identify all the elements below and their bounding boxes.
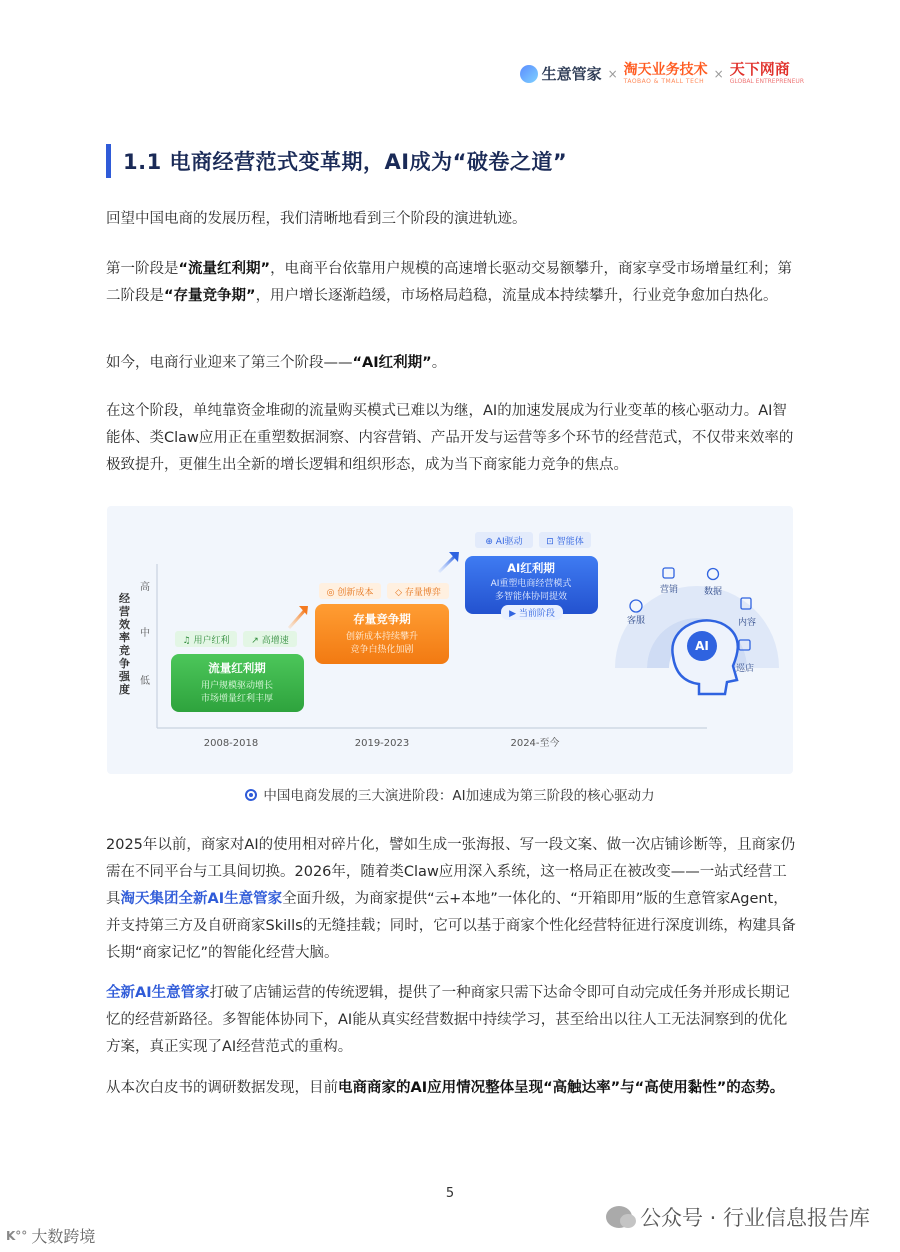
caption-radio-icon — [245, 789, 257, 801]
paragraph-7 — [106, 1075, 796, 1102]
p6-highlight-product: 全新AI生意管家 — [106, 985, 210, 1001]
stage-1-tags — [175, 631, 297, 647]
p5-highlight-product: 淘天集团全新AI生意管家 — [120, 891, 283, 907]
logo3-text: 天下网商 — [729, 60, 790, 78]
watermark-right-text: 公众号 · 行业信息报告库 — [639, 1206, 870, 1230]
p2-text-c: ，电商平台依靠用户规模的高速增长驱动交易额攀升，商家享受市场增量红利；第二阶段是 — [106, 261, 793, 304]
p5-text-a: 2025年以前，商家对AI的使用相对碎片化，譬如生成一张海报、写一段文案、做一次店铺诊断等，且商家仍需在不同平台与工具间切换。2026年，随着类Claw应用深入系统，这一格局正在被改变——一站式经营工具 — [106, 837, 796, 907]
figure-caption — [0, 784, 900, 804]
stage-1-card — [171, 654, 304, 712]
x-tick-2: 2019-2023 — [354, 738, 410, 749]
wechat-icon — [606, 1206, 632, 1228]
stage-2-line2: 竞争白热化加剧 — [350, 645, 414, 655]
stage-3-line2: 多智能体协同提效 — [494, 592, 568, 602]
logo2-en-text: TAOBAO & TMALL TECH — [623, 77, 705, 85]
marketing-icon — [663, 568, 674, 578]
stage-3-line1: AI重塑电商经营模式 — [490, 579, 572, 589]
service-icon — [630, 600, 642, 612]
stage-2-line1: 创新成本持续攀升 — [345, 632, 419, 642]
title-accent-bar — [106, 144, 111, 178]
page-number: 5 — [445, 1186, 455, 1201]
p2-bold-stage2: “存量竞争期” — [164, 288, 256, 304]
x-tick-1: 2008-2018 — [203, 738, 259, 749]
hub-item-marketing: 营销 — [659, 585, 679, 595]
header-logos — [520, 62, 804, 85]
watermark-right — [606, 1202, 870, 1232]
stage-2-tags — [319, 583, 449, 599]
p2-text-a: 第一阶段是 — [106, 261, 179, 277]
section-title-text: 1.1 电商经营范式变革期，AI成为“破卷之道” — [123, 150, 568, 174]
p7-bold-finding: 电商商家的AI应用情况整体呈现“高触达率”与“高使用黏性” — [338, 1080, 727, 1096]
x-tick-3: 2024-至今 — [510, 738, 560, 749]
paragraph-3 — [106, 350, 796, 377]
p7-text-c: 的态势。 — [726, 1080, 785, 1096]
stage-1-line2: 市场增量红利丰厚 — [200, 694, 274, 704]
y-tick-high: 高 — [140, 582, 150, 593]
hub-item-content: 内容 — [737, 618, 757, 628]
p3-text-c: 。 — [431, 355, 447, 371]
data-icon — [708, 569, 719, 580]
p3-bold-stage3: “AI红利期” — [352, 355, 432, 371]
stage-2-card — [315, 604, 449, 664]
y-axis-label: 经营效率竞争强度 — [119, 592, 130, 696]
paragraph-1: 回望中国电商的发展历程，我们清晰地看到三个阶段的演进轨迹。 — [106, 211, 527, 227]
hub-item-patrol: 巡店 — [735, 664, 755, 674]
p2-bold-stage1: “流量红利期” — [178, 261, 271, 277]
stage-3-title: AI红利期 — [507, 561, 555, 575]
paragraph-2 — [106, 256, 796, 310]
arrow-1 — [289, 610, 305, 628]
p7-text-a: 从本次白皮书的调研数据发现，目前 — [106, 1080, 338, 1096]
logo3-en-text: GLOBAL ENTREPRENEUR — [729, 78, 804, 85]
watermark-left-mark: K°° — [6, 1228, 28, 1243]
stage-1-tag1: ♫ 用户红利 — [182, 636, 230, 646]
ai-hub — [615, 568, 779, 694]
stage-1-line1: 用户规模驱动增长 — [200, 681, 274, 691]
caption-text: 中国电商发展的三大演进阶段：AI加速成为第三阶段的核心驱动力 — [263, 788, 655, 804]
stage-3-tag2: ⊡ 智能体 — [546, 537, 584, 547]
paragraph-6 — [106, 980, 796, 1061]
watermark-left-text: 大数跨境 — [31, 1227, 96, 1246]
logo1-text: 生意管家 — [541, 65, 602, 83]
logo-separator: × — [713, 66, 724, 81]
watermark-left — [6, 1224, 95, 1247]
logo-separator: × — [607, 66, 618, 81]
y-tick-low: 低 — [140, 676, 150, 687]
paragraph-5 — [106, 832, 796, 967]
section-title — [106, 143, 567, 179]
stage-1-title: 流量红利期 — [208, 661, 266, 675]
logo-tianxia-wangshang — [730, 62, 804, 85]
hub-item-service: 客服 — [626, 616, 646, 626]
y-tick-mid: 中 — [140, 628, 150, 639]
logo-shengyi-guanjia — [520, 63, 602, 84]
logo2-text: 淘天业务技术 — [623, 61, 708, 78]
stage-3-tag1: ⊕ AI驱动 — [485, 537, 523, 547]
hub-center-label: AI — [695, 639, 709, 653]
stage-2-tag1: ◎ 创新成本 — [326, 588, 374, 598]
stage-2-title: 存量竞争期 — [353, 612, 411, 626]
p2-text-e: ，用户增长逐渐趋缓，市场格局趋稳，流量成本持续攀升，行业竞争愈加白热化。 — [255, 288, 778, 304]
stage-3-badge: ▶ 当前阶段 — [509, 609, 555, 619]
paragraph-4: 在这个阶段，单纯靠资金堆砌的流量购买模式已难以为继，AI的加速发展成为行业变革的核心驱动力。AI智能体、类Claw应用正在重塑数据洞察、内容营销、产品开发与运营等多个环节的经营范式，不仅带来效率的极致提升，更催生出全新的增长逻辑和组织形态，成为当下商家能力竞争的焦点。 — [106, 403, 794, 473]
arrow-2 — [439, 556, 455, 572]
stage-3-card — [465, 556, 598, 620]
stage-3-tags — [475, 532, 591, 548]
stages-diagram — [107, 506, 793, 774]
stage-2-tag2: ◇ 存量博弈 — [395, 588, 441, 598]
p3-text-a: 如今，电商行业迎来了第三个阶段—— — [106, 355, 353, 371]
hub-item-data: 数据 — [703, 587, 723, 597]
p5-text-c: 全面升级，为商家提供“云+本地”一体化的、“开箱即用”版的生意管家Agent，并支持第三方及自研商家Skills的无缝挂载；同时，它可以基于商家个性化经营特征进行深度训练，构建具备长期“商家记忆”的智能化经营大脑。 — [106, 891, 796, 961]
logo-mark-icon — [520, 65, 538, 83]
p6-text-b: 打破了店铺运营的传统逻辑，提供了一种商家只需下达命令即可自动完成任务并形成长期记忆的经营新路径。多智能体协同下，AI能从真实经营数据中持续学习，甚至给出以往人工无法洞察到的优化方案，真正实现了AI经营范式的重构。 — [106, 985, 790, 1055]
logo-taotian-tech — [624, 63, 708, 85]
stage-1-tag2: ↗ 高增速 — [251, 636, 289, 646]
stages-figure — [107, 506, 793, 774]
